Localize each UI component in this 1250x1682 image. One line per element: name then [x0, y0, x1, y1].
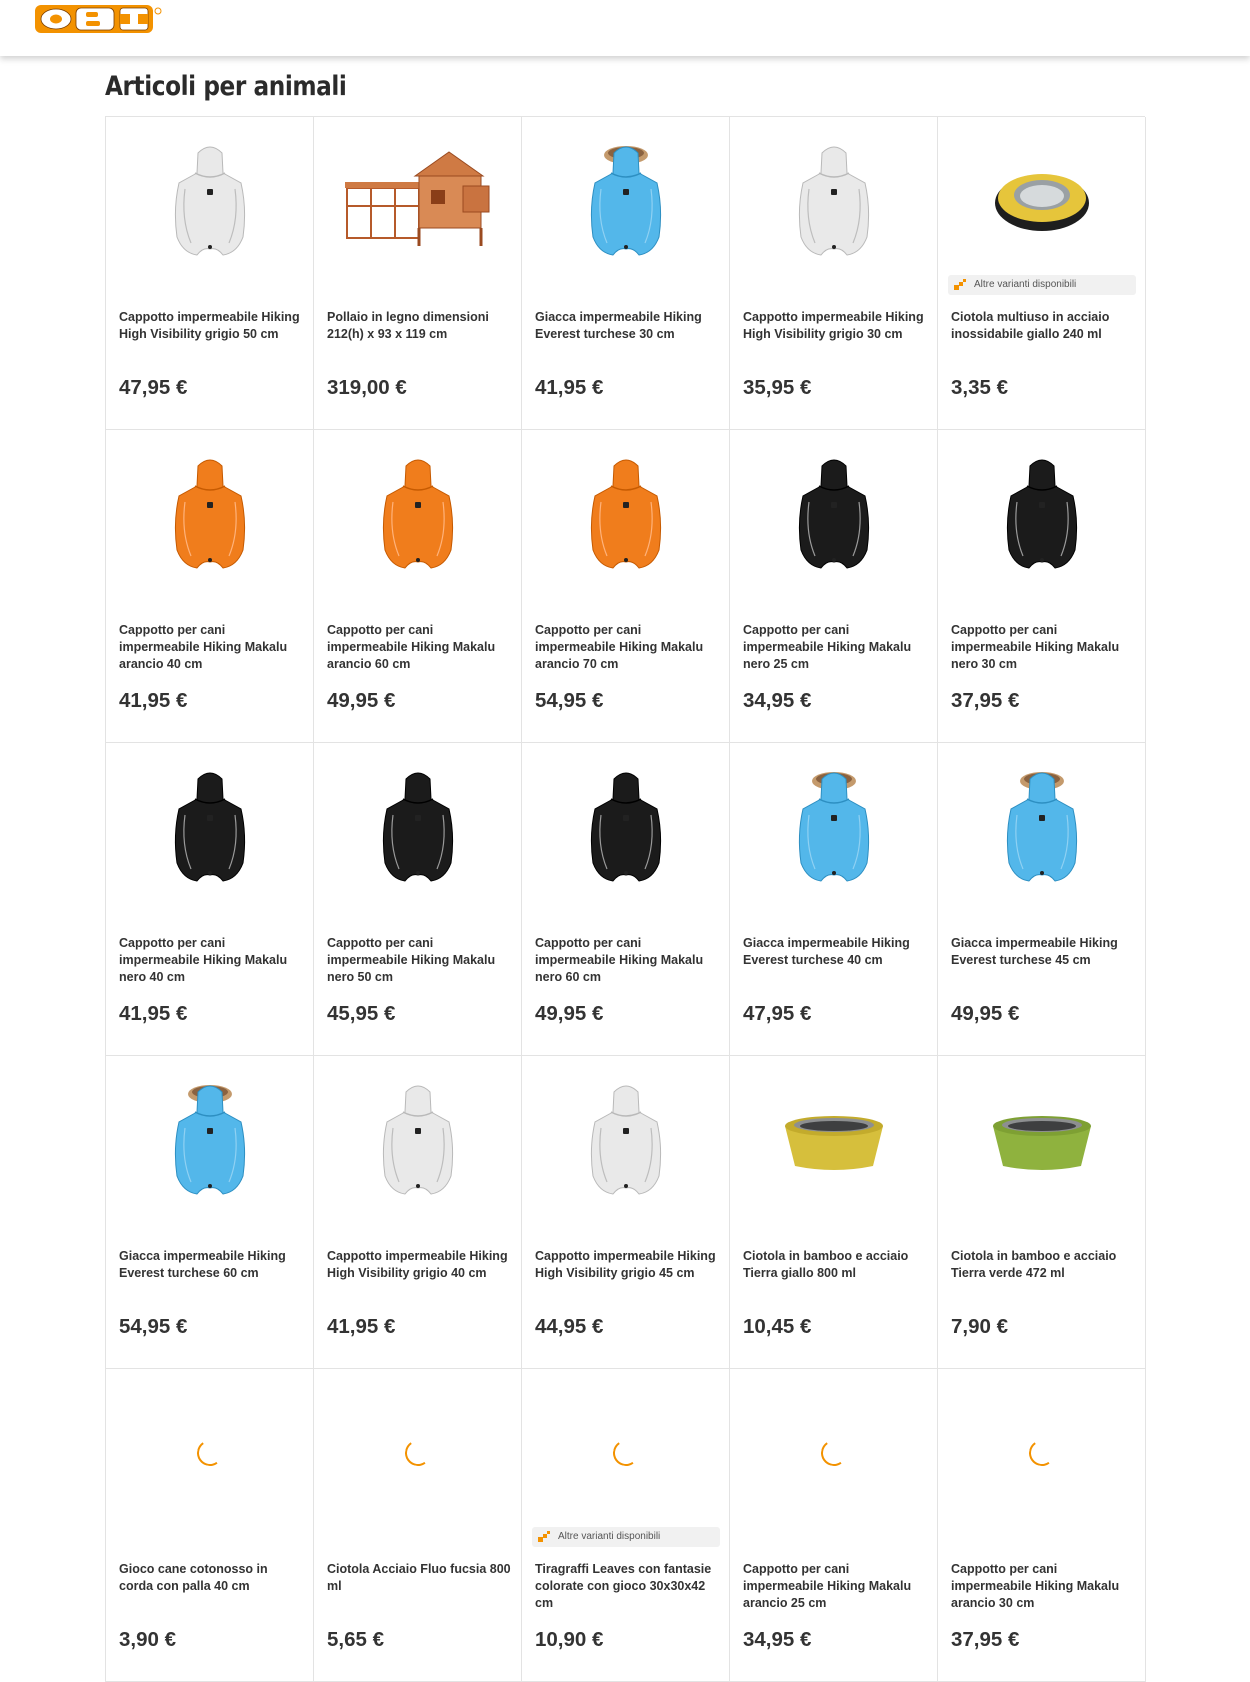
variants-label: Altre varianti disponibili [974, 279, 1077, 290]
product-card[interactable] [314, 743, 522, 1056]
product-image[interactable] [967, 131, 1117, 271]
product-card[interactable] [314, 430, 522, 743]
product-name[interactable]: Giacca impermeabile Hiking Everest turchese 45 cm [951, 936, 1118, 967]
product-name[interactable]: Tiragraffi Leaves con fantasie colorate con gioco 30x30x42 cm [535, 1562, 712, 1610]
product-name[interactable]: Giacca impermeabile Hiking Everest turchese 40 cm [743, 936, 910, 967]
product-name[interactable]: Pollaio in legno dimensioni 212(h) x 93 x 119 cm [327, 310, 489, 341]
product-name[interactable]: Cappotto per cani impermeabile Hiking Makalu nero 25 cm [743, 623, 912, 671]
product-image[interactable] [343, 131, 493, 271]
product-price: 41,95 € [119, 689, 188, 712]
product-name[interactable]: Ciotola in bamboo e acciaio Tierra verde 472 ml [951, 1249, 1117, 1280]
product-card[interactable] [730, 1056, 938, 1369]
product-card[interactable] [522, 743, 730, 1056]
product-price: 319,00 € [327, 376, 407, 399]
product-card[interactable] [522, 117, 730, 430]
site-header [0, 0, 1250, 56]
product-card[interactable] [522, 1056, 730, 1369]
product-name[interactable]: Cappotto per cani impermeabile Hiking Makalu nero 60 cm [535, 936, 704, 984]
product-price: 37,95 € [951, 689, 1020, 712]
product-image[interactable] [551, 131, 701, 271]
product-card[interactable] [938, 117, 1146, 430]
product-image[interactable] [551, 1070, 701, 1210]
product-price: 37,95 € [951, 1628, 1020, 1651]
product-image[interactable] [759, 1070, 909, 1210]
product-name[interactable]: Ciotola multiuso in acciaio inossidabile giallo 240 ml [951, 310, 1110, 341]
product-name[interactable]: Cappotto per cani impermeabile Hiking Makalu nero 50 cm [327, 936, 496, 984]
obi-logo[interactable] [34, 3, 164, 35]
product-name[interactable]: Giacca impermeabile Hiking Everest turchese 60 cm [119, 1249, 286, 1280]
product-grid [105, 116, 1145, 1682]
product-price: 54,95 € [119, 1315, 188, 1338]
product-price: 41,95 € [327, 1315, 396, 1338]
page-title: Articoli per animali [105, 71, 347, 102]
product-price: 45,95 € [327, 1002, 396, 1025]
product-price: 35,95 € [743, 376, 812, 399]
product-price: 41,95 € [535, 376, 604, 399]
product-price: 49,95 € [951, 1002, 1020, 1025]
product-name[interactable]: Ciotola in bamboo e acciaio Tierra giallo 800 ml [743, 1249, 909, 1280]
product-card[interactable] [314, 117, 522, 430]
product-image[interactable] [967, 1070, 1117, 1210]
loading-spinner-icon[interactable] [343, 1383, 493, 1523]
product-card[interactable] [522, 430, 730, 743]
product-price: 3,90 € [119, 1628, 176, 1651]
product-name[interactable]: Cappotto impermeabile Hiking High Visibility grigio 40 cm [327, 1249, 508, 1280]
product-image[interactable] [551, 444, 701, 584]
product-name[interactable]: Cappotto impermeabile Hiking High Visibility grigio 30 cm [743, 310, 924, 341]
product-image[interactable] [135, 1070, 285, 1210]
product-name[interactable]: Cappotto per cani impermeabile Hiking Makalu arancio 25 cm [743, 1562, 912, 1610]
product-card[interactable] [106, 117, 314, 430]
product-card[interactable] [314, 1369, 522, 1682]
product-price: 47,95 € [743, 1002, 812, 1025]
variants-label: Altre varianti disponibili [558, 1531, 661, 1542]
product-name[interactable]: Cappotto per cani impermeabile Hiking Makalu arancio 30 cm [951, 1562, 1120, 1610]
product-image[interactable] [967, 757, 1117, 897]
product-name[interactable]: Ciotola Acciaio Fluo fucsia 800 ml [327, 1562, 511, 1593]
product-name[interactable]: Cappotto per cani impermeabile Hiking Makalu arancio 70 cm [535, 623, 704, 671]
product-image[interactable] [135, 131, 285, 271]
product-image[interactable] [551, 757, 701, 897]
product-image[interactable] [343, 1070, 493, 1210]
product-price: 41,95 € [119, 1002, 188, 1025]
product-card[interactable] [730, 743, 938, 1056]
product-price: 49,95 € [535, 1002, 604, 1025]
product-price: 49,95 € [327, 689, 396, 712]
product-price: 47,95 € [119, 376, 188, 399]
product-card[interactable] [938, 1056, 1146, 1369]
loading-spinner-icon[interactable] [759, 1383, 909, 1523]
product-image[interactable] [135, 757, 285, 897]
product-name[interactable]: Gioco cane cotonosso in corda con palla 40 cm [119, 1562, 268, 1593]
product-name[interactable]: Giacca impermeabile Hiking Everest turchese 30 cm [535, 310, 702, 341]
variants-icon [538, 1531, 552, 1543]
product-price: 54,95 € [535, 689, 604, 712]
product-name[interactable]: Cappotto per cani impermeabile Hiking Makalu arancio 40 cm [119, 623, 288, 671]
product-image[interactable] [759, 444, 909, 584]
loading-spinner-icon[interactable] [967, 1383, 1117, 1523]
product-price: 34,95 € [743, 689, 812, 712]
product-card[interactable] [730, 430, 938, 743]
loading-spinner-icon[interactable] [551, 1383, 701, 1523]
product-price: 3,35 € [951, 376, 1008, 399]
variants-badge [532, 1527, 720, 1547]
loading-spinner-icon[interactable] [135, 1383, 285, 1523]
product-name[interactable]: Cappotto per cani impermeabile Hiking Makalu nero 40 cm [119, 936, 288, 984]
product-name[interactable]: Cappotto impermeabile Hiking High Visibility grigio 50 cm [119, 310, 300, 341]
product-card[interactable] [938, 1369, 1146, 1682]
product-card[interactable] [730, 1369, 938, 1682]
product-image[interactable] [759, 131, 909, 271]
product-card[interactable] [106, 743, 314, 1056]
product-price: 34,95 € [743, 1628, 812, 1651]
product-card[interactable] [106, 430, 314, 743]
product-price: 10,45 € [743, 1315, 812, 1338]
product-name[interactable]: Cappotto per cani impermeabile Hiking Makalu nero 30 cm [951, 623, 1120, 671]
product-price: 5,65 € [327, 1628, 384, 1651]
product-card[interactable] [522, 1369, 730, 1682]
product-image[interactable] [343, 757, 493, 897]
product-name[interactable]: Cappotto impermeabile Hiking High Visibility grigio 45 cm [535, 1249, 716, 1280]
product-name[interactable]: Cappotto per cani impermeabile Hiking Makalu arancio 60 cm [327, 623, 496, 671]
product-price: 44,95 € [535, 1315, 604, 1338]
product-image[interactable] [759, 757, 909, 897]
product-card[interactable] [106, 1056, 314, 1369]
product-card[interactable] [106, 1369, 314, 1682]
product-image[interactable] [967, 444, 1117, 584]
variants-badge [948, 275, 1136, 295]
variants-icon [954, 279, 968, 291]
product-price: 10,90 € [535, 1628, 604, 1651]
product-image[interactable] [343, 444, 493, 584]
product-card[interactable] [730, 117, 938, 430]
product-price: 7,90 € [951, 1315, 1008, 1338]
product-card[interactable] [938, 430, 1146, 743]
product-card[interactable] [938, 743, 1146, 1056]
product-card[interactable] [314, 1056, 522, 1369]
product-image[interactable] [135, 444, 285, 584]
